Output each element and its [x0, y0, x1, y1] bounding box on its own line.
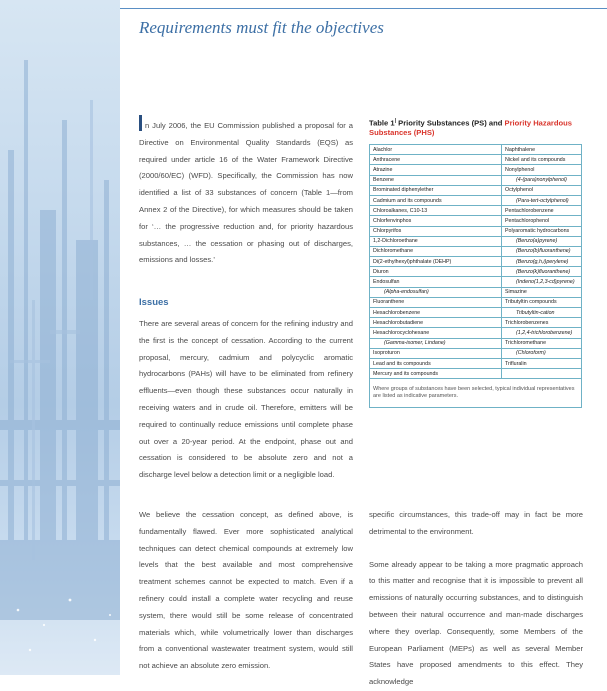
substance-cell: Trichloromethane [502, 338, 582, 348]
table-row [370, 257, 582, 267]
substance-cell: Di(2-ethylhexyl)phthalate (DEHP) [370, 257, 502, 267]
body-right-paragraph-2: Some already appear to be taking a more pragmatic approach to this matter and recognise that it is impossible to prevent all emissions of naturally occurring substances, and to distinguish between their natural occurrence and man-made discharges where they overlap. Consequently, some Members of the European Parliament (MEPs) as well as several Member States have proposed amendments to this effect. They acknowledge [369, 559, 583, 687]
intro-paragraph [139, 115, 353, 269]
body-right-column [369, 507, 583, 691]
substance-cell: (Indeno(1,2,3-cd)pyrene) [502, 277, 582, 287]
table-row [370, 236, 582, 246]
priority-substances-table [369, 144, 582, 408]
substance-cell: 1,2-Dichloroethane [370, 236, 502, 246]
substance-cell: Isoproturon [370, 348, 502, 358]
table-row [370, 216, 582, 226]
substance-cell: Chlorfenvinphos [370, 216, 502, 226]
table-caption: Table 1| Priority Substances (PS) and Priority Hazardous Substances (PHS) [369, 118, 573, 138]
substance-cell: (Chloroform) [502, 348, 582, 358]
table-row [370, 348, 582, 358]
table-row [370, 155, 582, 165]
substance-cell: Tributyltin-cation [502, 308, 582, 318]
table-row [370, 195, 582, 205]
substance-cell: Fluoranthene [370, 297, 502, 307]
substance-cell: Tributyltin compounds [502, 297, 582, 307]
substance-cell: Diuron [370, 267, 502, 277]
table-row [370, 328, 582, 338]
substance-cell: Trifluralin [502, 358, 582, 368]
section-heading-issues: Issues [139, 297, 169, 308]
substance-cell: (4-(para)nonylphenol) [502, 175, 582, 185]
substance-cell: Chloroalkanes, C10-13 [370, 206, 502, 216]
page-title: Requirements must fit the objectives [139, 18, 384, 37]
issues-paragraph: There are several areas of concern for the refining industry and the first is the concept of cessation. According to the current proposal, mercury, cadmium and polycyclic aromatic hydrocarbons (PAHs) will have to be eliminated from refinery effluents—even though these substances occur naturally in receiving waters and in crude oil. Therefore, emitters will be required to continually reduce emissions until complete phase out over a 20-year period. At the endpoint, phase out and cessation is considered to be absolute zero and not a discharge level below a detection limit or a negligible load. [139, 319, 353, 480]
substance-cell: Pentachlorophenol [502, 216, 582, 226]
substance-cell: Octylphenol [502, 185, 582, 195]
table-row [370, 297, 582, 307]
drop-cap-bar [139, 115, 142, 131]
substance-cell: Brominated diphenylether [370, 185, 502, 195]
table-row [370, 308, 582, 318]
intro-text: n July 2006, the EU Commission published a proposal for a Directive on Environmental Quality Standards (EQS) as required under article 16 of the Water Framework Directive (2000/60/EC) (WFD). Specifically, the Commission has now identified a list of 33 substances of concern (Table 1—from Annex 2 of the Directive), for which measures should be taken for ‘… the progressive reduction and, for priority hazardous substances, … the cessation or phasing out of discharges, emissions and losses.’ [139, 121, 353, 265]
table-row [370, 358, 582, 368]
substance-cell: Nonylphenol [502, 165, 582, 175]
substance-cell: Dichloromethane [370, 246, 502, 256]
table-row [370, 145, 582, 155]
table-row [370, 369, 582, 379]
table-row [370, 246, 582, 256]
substance-cell: Hexachlorobenzene [370, 308, 502, 318]
table-row [370, 338, 582, 348]
substance-cell: Benzene [370, 175, 502, 185]
table-row [370, 175, 582, 185]
table-row [370, 318, 582, 328]
header-rule [120, 8, 607, 9]
substance-cell: Trichlorobenzenes [502, 318, 582, 328]
substance-cell: Mercury and its compounds [370, 369, 502, 379]
substance-cell: (Alpha-endosulfan) [370, 287, 502, 297]
substance-cell: Atrazine [370, 165, 502, 175]
substance-cell: (Benzo(g,h,i)perylene) [502, 257, 582, 267]
table-caption-label: Table 1 [369, 118, 395, 128]
substance-cell: (Gamma-isomer, Lindane) [370, 338, 502, 348]
substance-cell [502, 369, 582, 379]
table-note: Where groups of substances have been selected, typical individual representatives are listed as indicative parameters. [370, 379, 582, 408]
refinery-photo-sidebar [0, 0, 120, 675]
table-row [370, 165, 582, 175]
table-row [370, 226, 582, 236]
substance-cell: (1,2,4-trichlorobenzene) [502, 328, 582, 338]
table-caption-phs: Priority Hazardous Substances (PHS) [369, 118, 573, 138]
substance-cell: Simazine [502, 287, 582, 297]
substance-cell: Nickel and its compounds [502, 155, 582, 165]
table-row [370, 185, 582, 195]
substance-cell: Anthracene [370, 155, 502, 165]
substance-cell: Hexachlorobutadiene [370, 318, 502, 328]
substance-cell: Lead and its compounds [370, 358, 502, 368]
substance-cell: Polyaromatic hydrocarbons [502, 226, 582, 236]
substance-cell: Hexachlorocyclohexane [370, 328, 502, 338]
body-left-paragraph: We believe the cessation concept, as defined above, is fundamentally flawed. Ever more sophisticated analytical techniques can detect chemical compounds at extremely low levels that the best available and most comprehensive treatment schemes cannot be expected to match. Even if a refinery could install a complete water recycling and reuse system, there would still be some release of concentrated materials which, while volumetrically lower than discharges from a conventional wastewater treatment system, would still not achieve an absolute zero emission. [139, 510, 353, 671]
substance-cell: (Benzo(k)fluoranthene) [502, 267, 582, 277]
substance-cell: Alachlor [370, 145, 502, 155]
table-row [370, 287, 582, 297]
refinery-silhouette-image [0, 0, 120, 675]
substance-cell: Chlorpyrifos [370, 226, 502, 236]
table-row [370, 277, 582, 287]
table-note-row [370, 379, 582, 408]
substance-cell: (Benzo(a)pyrene) [502, 236, 582, 246]
substance-cell: (Benzo(b)fluoranthene) [502, 246, 582, 256]
body-right-paragraph-1: specific circumstances, this trade-off may in fact be more detrimental to the environment. [369, 510, 583, 536]
substance-cell: Endosulfan [370, 277, 502, 287]
substance-cell: (Para-tert-octylphenol) [502, 195, 582, 205]
table-row [370, 206, 582, 216]
substance-cell: Naphthalene [502, 145, 582, 155]
substance-cell: Cadmium and its compounds [370, 195, 502, 205]
table-row [370, 267, 582, 277]
table-caption-ps: Priority Substances (PS) and [398, 118, 503, 128]
substance-cell: Pentachlorobenzene [502, 206, 582, 216]
